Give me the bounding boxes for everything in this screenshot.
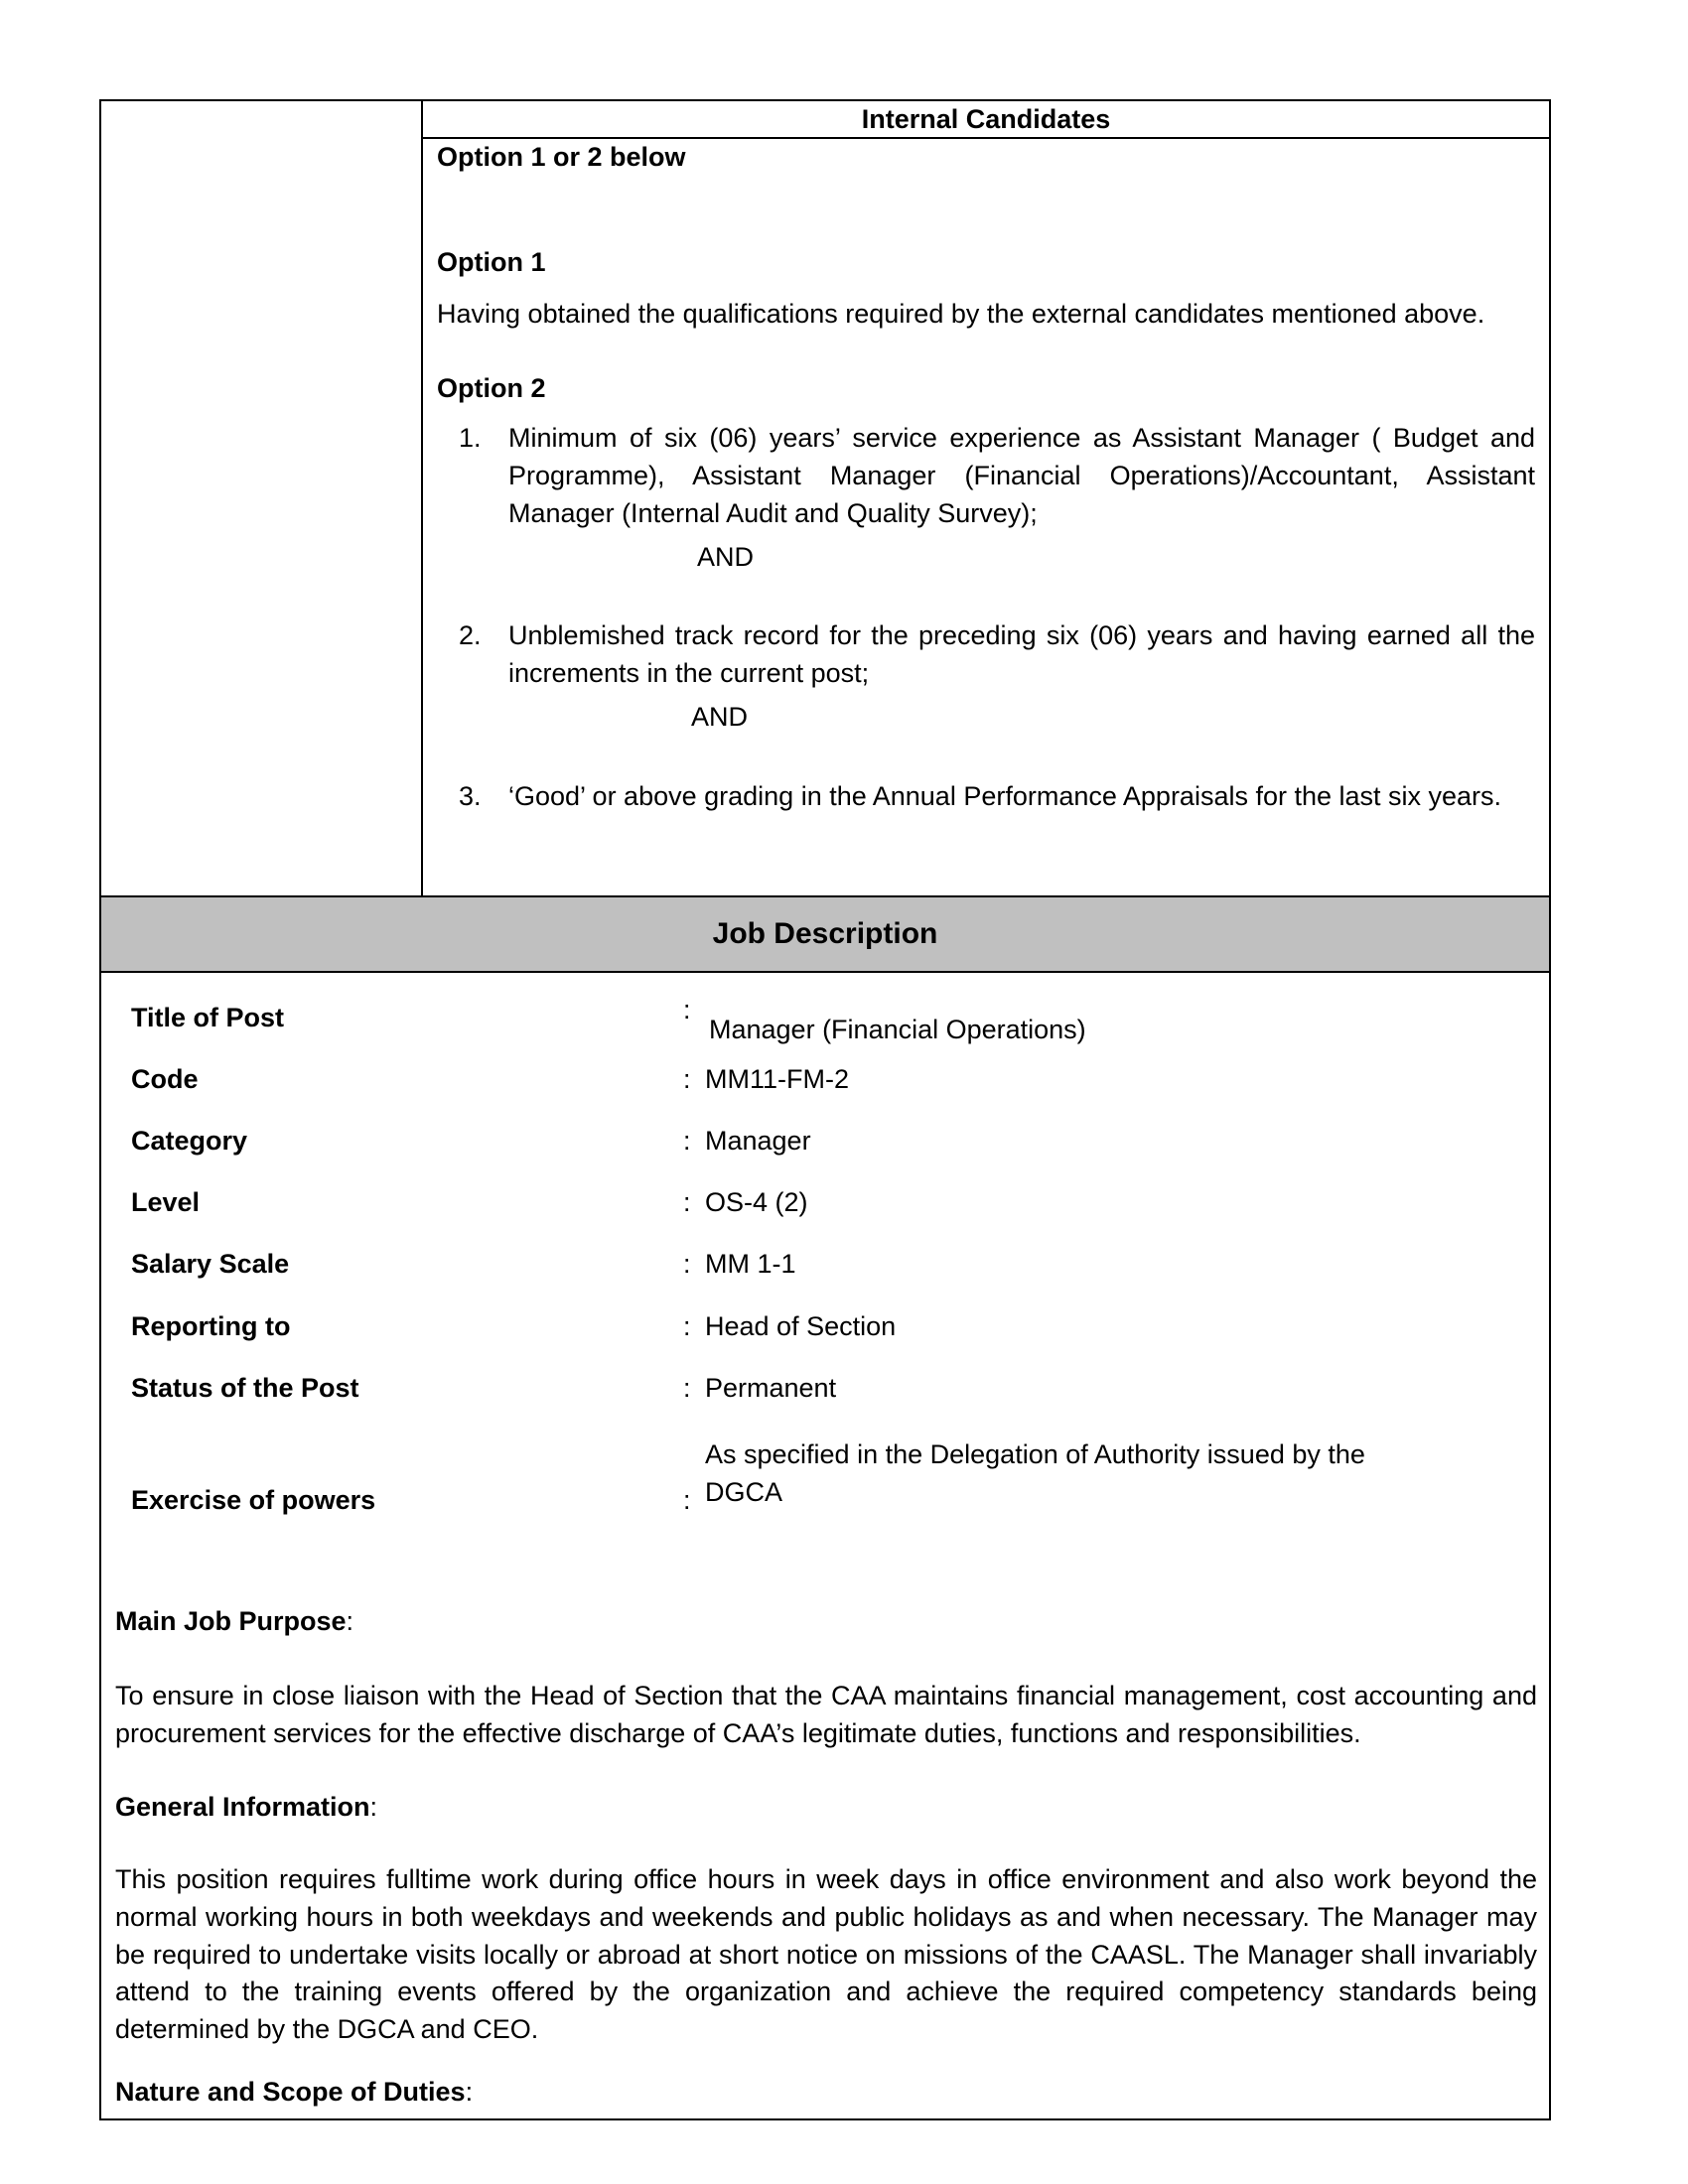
internal-candidates-cell [423, 101, 1549, 895]
field-value: Manager [705, 1126, 811, 1156]
field-value: OS-4 (2) [705, 1187, 808, 1217]
field-value: Head of Section [705, 1311, 897, 1341]
field-label: Code [131, 1064, 199, 1094]
options-intro: Option 1 or 2 below [437, 142, 686, 172]
and-connector: AND [691, 701, 749, 732]
field-label: Level [131, 1187, 201, 1217]
field-separator: : [683, 1485, 691, 1515]
list-item [437, 420, 1535, 532]
list-item [437, 617, 1535, 693]
list-item-text: ‘Good’ or above grading in the Annual Performance Appraisals for the last six years. [508, 780, 1502, 811]
title-colon: : [346, 1606, 354, 1636]
field-value: As specified in the Delegation of Authority issued by the DGCA [705, 1439, 1365, 1507]
field-value: Permanent [705, 1373, 837, 1403]
nature-scope-title [115, 2074, 1537, 2112]
section-title: General Information [115, 1792, 370, 1822]
option1-title: Option 1 [437, 246, 546, 277]
field-value: MM 1-1 [705, 1249, 796, 1279]
list-number: 2. [459, 620, 482, 651]
blank-label-cell [101, 101, 423, 895]
field-label: Salary Scale [131, 1249, 290, 1279]
list-item-text: Minimum of six (06) years’ service experience as Assistant Manager ( Budget and Programme), Assistant Manager (Financial Operations)/Accountant, Assistant Manager (Internal Audit and Quality Survey); [508, 423, 1535, 528]
option1-text: Having obtained the qualifications required by the external candidates mentioned above. [437, 298, 1485, 329]
title-colon: : [465, 2077, 474, 2107]
field-value: Manager (Financial Operations) [709, 1015, 1086, 1044]
field-separator: : [683, 1064, 691, 1094]
qualification-section [101, 101, 1549, 897]
field-label: Status of the Post [131, 1373, 359, 1403]
option2-title: Option 2 [437, 373, 546, 404]
field-separator: : [683, 995, 691, 1024]
field-label: Title of Post [131, 1003, 285, 1032]
field-separator: : [683, 1187, 691, 1217]
list-item [437, 778, 1535, 816]
internal-candidates-header: Internal Candidates [423, 101, 1549, 139]
field-separator: : [683, 1311, 691, 1341]
job-description-heading: Job Description [101, 897, 1549, 973]
field-label: Exercise of powers [131, 1485, 376, 1515]
title-colon: : [369, 1792, 378, 1822]
list-number: 1. [459, 423, 482, 454]
and-connector: AND [697, 541, 755, 572]
field-label: Reporting to [131, 1311, 291, 1341]
field-separator: : [683, 1126, 691, 1156]
field-label: Category [131, 1126, 248, 1156]
section-title: Main Job Purpose [115, 1606, 347, 1636]
field-separator: : [683, 1373, 691, 1403]
general-information-title [115, 1789, 1537, 1827]
field-value: MM11-FM-2 [705, 1064, 849, 1094]
field-separator: : [683, 1249, 691, 1279]
document-frame [99, 99, 1551, 2120]
section-title: Nature and Scope of Duties [115, 2077, 466, 2107]
main-job-purpose-title [115, 1603, 1537, 1641]
list-number: 3. [459, 780, 482, 811]
general-information-text: This position requires fulltime work during office hours in week days in office environment and also work beyond the normal working hours in both weekdays and weekends and public holidays as and when necessary. The Manager may be required to undertake visits locally or abroad at short notice on missions of the CAASL. The Manager shall invariably attend to the training events offered by the organization and achieve the required competency standards being determined by the DGCA and CEO. [115, 1864, 1537, 2045]
requirements-list [437, 420, 1535, 815]
main-job-purpose-text: To ensure in close liaison with the Head of Section that the CAA maintains financial management, cost accounting and procurement services for the effective discharge of CAA’s legitimate duties, functions and responsibilities. [115, 1681, 1537, 1748]
list-item-text: Unblemished track record for the preceding six (06) years and having earned all the increments in the current post; [508, 620, 1535, 689]
